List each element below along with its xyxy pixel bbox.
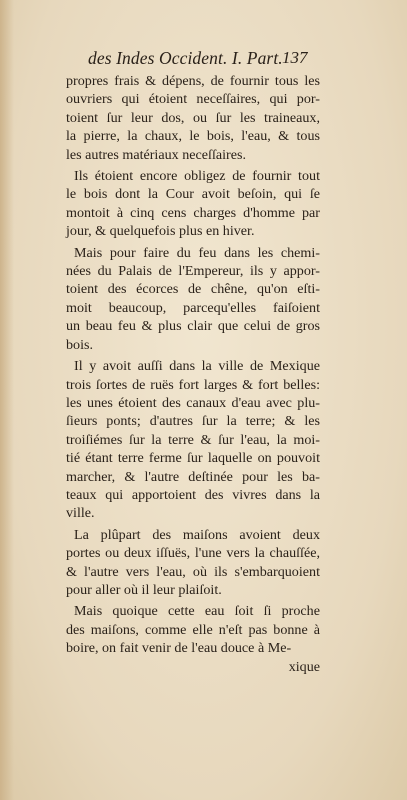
text-line: toient ſur leur dos, ou ſur les traineaux,: [66, 109, 320, 126]
text-line: Mais quoique cette eau ſoit ſi proche: [74, 603, 320, 620]
text-line: La plûpart des maiſons avoient deux: [74, 526, 320, 543]
page-number: 137: [282, 48, 308, 67]
text-line: troiſiémes ſur la terre & ſur l'eau, la moi-: [66, 431, 320, 448]
text-line: moit beaucoup, parcequ'elles faiſoient: [66, 299, 320, 316]
paragraph: [66, 602, 320, 657]
text-line: portes ou deux iſſuës, l'une vers la chauſſée,: [66, 545, 320, 562]
paragraph: [66, 72, 320, 164]
text-line: trois ſortes de ruës fort larges & fort belles:: [66, 376, 320, 393]
text-line: montoit à cinq cens charges d'homme par: [66, 204, 320, 221]
text-line: la pierre, la chaux, le bois, l'eau, & tous: [66, 128, 320, 145]
running-header: [0, 46, 407, 70]
running-title: des Indes Occident. I. Part.: [88, 48, 283, 68]
text-line: tié étant terre ferme ſur laquelle on pouvoit: [66, 450, 320, 467]
text-line: pour aller où il leur plaiſoit.: [66, 581, 222, 598]
text-line: teaux qui apportoient des vivres dans la: [66, 486, 320, 503]
text-line: ville.: [66, 505, 95, 522]
paragraph: [66, 167, 320, 241]
text-line: nées du Palais de l'Empereur, ils y appor-: [66, 263, 320, 280]
paragraph: [66, 244, 320, 354]
text-line: Il y avoit auſſi dans la ville de Mexique: [74, 358, 320, 375]
paragraph: [66, 526, 320, 600]
text-line: un beau feu & plus clair que celui de gros: [66, 318, 320, 335]
paragraph: [66, 357, 320, 523]
text-line: Mais pour faire du feu dans les chemi-: [74, 244, 320, 261]
text-line: ſieurs ponts; d'autres ſur la terre; & les: [66, 413, 320, 430]
text-line: les unes étoient des canaux d'eau avec plu-: [66, 394, 320, 411]
catchword: xique: [288, 658, 320, 675]
text-line: toient des écorces de chêne, qu'on eſti-: [66, 281, 320, 298]
text-line: boire, on fait venir de l'eau douce à Me-: [66, 640, 292, 657]
text-line: le bois dont la Cour avoit beſoin, qui ſe: [66, 186, 320, 203]
text-line: marcher, & l'autre deſtinée pour les ba-: [66, 468, 320, 485]
text-line: Ils étoient encore obligez de fournir tout: [74, 168, 320, 185]
page-gutter-shadow: [0, 0, 14, 800]
text-line: & l'autre vers l'eau, où ils s'embarquoient: [66, 563, 320, 580]
text-line: jour, & quelquefois plus en hiver.: [66, 223, 255, 240]
text-line: les autres matériaux neceſſaires.: [66, 146, 246, 163]
body-text: [66, 72, 320, 676]
text-line: des maiſons, comme elle n'eſt pas bonne à: [66, 621, 320, 638]
text-line: ouvriers qui étoient neceſſaires, qui por-: [66, 91, 320, 108]
text-line: propres frais & dépens, de fournir tous les: [66, 73, 320, 89]
text-line: bois.: [66, 336, 94, 353]
